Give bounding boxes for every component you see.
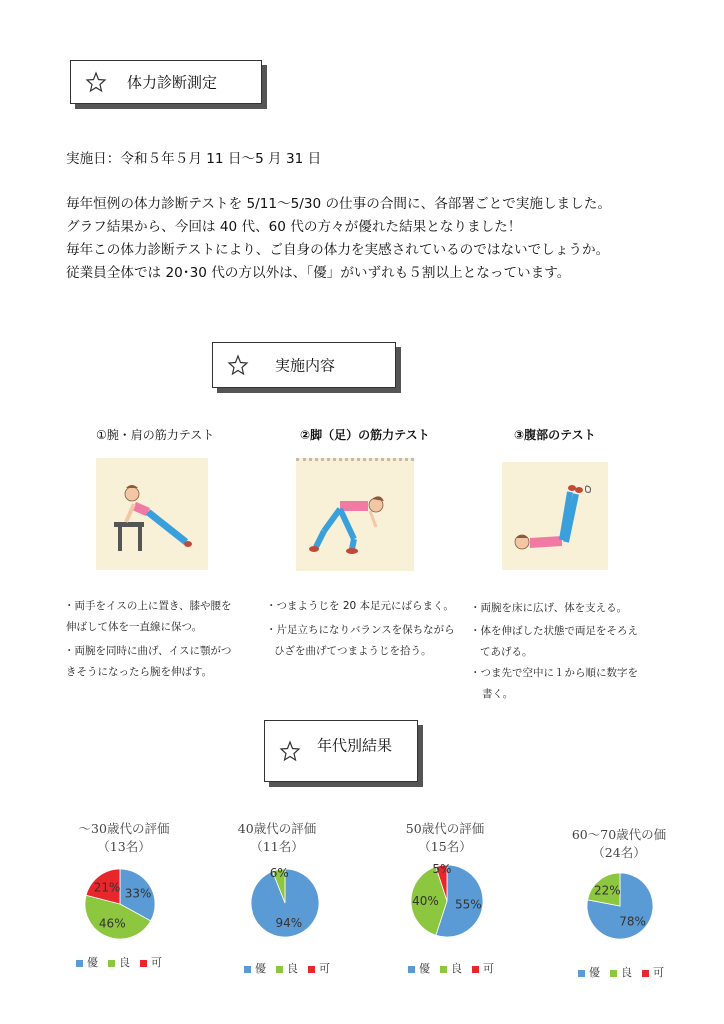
chart-legend [578, 964, 674, 980]
leg-strength-illustration [296, 461, 414, 571]
legend-label: 可 [319, 962, 330, 975]
exercise-desc: ・両腕を床に広げ、体を支える。 [470, 602, 628, 614]
slice-label: 33% [124, 886, 152, 901]
intro-line: 従業員全体では 20･30 代の方以外は、「優」がいずれも５割以上となっています。 [66, 265, 571, 281]
slice-label: 55% [454, 897, 482, 912]
legend-label: 可 [483, 962, 494, 975]
legend-swatch [244, 966, 251, 973]
chart-title: ～30歳代の評価 （13名） [78, 821, 170, 854]
legend-label: 優 [87, 956, 98, 969]
legend-label: 良 [451, 962, 462, 975]
intro-line: グラフ結果から、今回は 40 代、60 代の方々が優れた結果となりました！ [66, 219, 522, 235]
exercise-desc: 伸ばして体を一直線に保つ。 [66, 621, 203, 633]
legend-label: 優 [255, 962, 266, 975]
exercise-desc: ・両手をイスの上に置き、膝や腰を [64, 600, 232, 612]
legend-swatch [578, 970, 585, 977]
legend-swatch [642, 970, 649, 977]
slice-label: 94% [275, 916, 303, 931]
slice-label: 78% [619, 914, 646, 929]
legend-swatch [276, 966, 283, 973]
legend-swatch [76, 960, 83, 967]
exercise-illustration [96, 458, 208, 570]
slice-label: 6% [269, 868, 289, 880]
legend-swatch [140, 960, 147, 967]
pie-chart [586, 872, 654, 940]
legend-label: 良 [621, 966, 632, 979]
legend-label: 優 [419, 962, 430, 975]
date-line: 実施日：令和５年５月 11 日～5 月 31 日 [66, 151, 322, 167]
legend-swatch [108, 960, 115, 967]
exercise-illustration [296, 458, 414, 571]
exercise-desc: ・つま先で空中に１から順に数字を [470, 667, 638, 679]
legend-label: 可 [653, 966, 664, 979]
chart-title: 40歳代の評価 （11名） [237, 821, 317, 854]
legend-label: 優 [589, 966, 600, 979]
exercise-desc: ・片足立ちになりバランスを保ちながら [266, 624, 455, 636]
pie-chart [84, 868, 156, 940]
star-icon [279, 740, 301, 762]
star-icon [85, 71, 107, 93]
exercise-desc: ・両腕を同時に曲げ、イスに顎がつ [64, 645, 232, 657]
slice-label: 22% [594, 883, 621, 898]
legend-swatch [610, 970, 617, 977]
exercise-title: ②脚（足）の筋力テスト [300, 428, 430, 442]
legend-swatch [472, 966, 479, 973]
pie-chart [250, 868, 320, 938]
star-icon [227, 354, 249, 376]
slice-label: 5% [432, 864, 452, 876]
exercise-desc: きそうになったら腕を伸ばす。 [66, 666, 213, 678]
section-title-box [212, 342, 396, 388]
exercise-desc: 書く。 [482, 688, 514, 700]
section-title: 体力診断測定 [127, 73, 218, 92]
exercise-desc: ひざを曲げてつまようじを拾う。 [274, 645, 432, 657]
chart-legend [408, 960, 504, 976]
legend-swatch [308, 966, 315, 973]
chart-legend [244, 960, 340, 976]
exercise-title: ③腹部のテスト [514, 428, 596, 442]
slice-label: 40% [412, 894, 439, 908]
chart-title: 60～70歳代の価 （24名） [571, 827, 667, 860]
legend-label: 良 [287, 962, 298, 975]
abdominal-illustration [502, 462, 608, 570]
pie-chart [410, 864, 484, 938]
legend-label: 良 [119, 956, 130, 969]
legend-label: 可 [151, 956, 162, 969]
exercise-desc: てあげる。 [480, 646, 533, 658]
section-title-box [264, 720, 418, 782]
intro-line: 毎年この体力診断テストにより、ご自身の体力を実感されているのではないでしょうか。 [66, 242, 610, 258]
section-title: 年代別結果 [317, 736, 393, 755]
section-title: 実施内容 [275, 356, 336, 375]
exercise-title: ①腕・肩の筋力テスト [96, 428, 215, 442]
chart-title: 50歳代の評価 （15名） [405, 821, 485, 854]
exercise-desc: ・つまようじを 20 本足元にばらまく。 [266, 600, 454, 612]
exercise-desc: ・体を伸ばした状態で両足をそろえ [470, 625, 638, 637]
slice-label: 46% [98, 916, 126, 931]
legend-swatch [408, 966, 415, 973]
intro-line: 毎年恒例の体力診断テストを 5/11～5/30 の仕事の合間に、各部署ごとで実施しました。 [66, 196, 611, 212]
legend-swatch [440, 966, 447, 973]
pushup-illustration [96, 458, 208, 570]
slice-label: 21% [93, 880, 121, 895]
chart-legend [76, 954, 172, 970]
section-title-box [70, 60, 262, 104]
exercise-illustration [502, 462, 608, 570]
